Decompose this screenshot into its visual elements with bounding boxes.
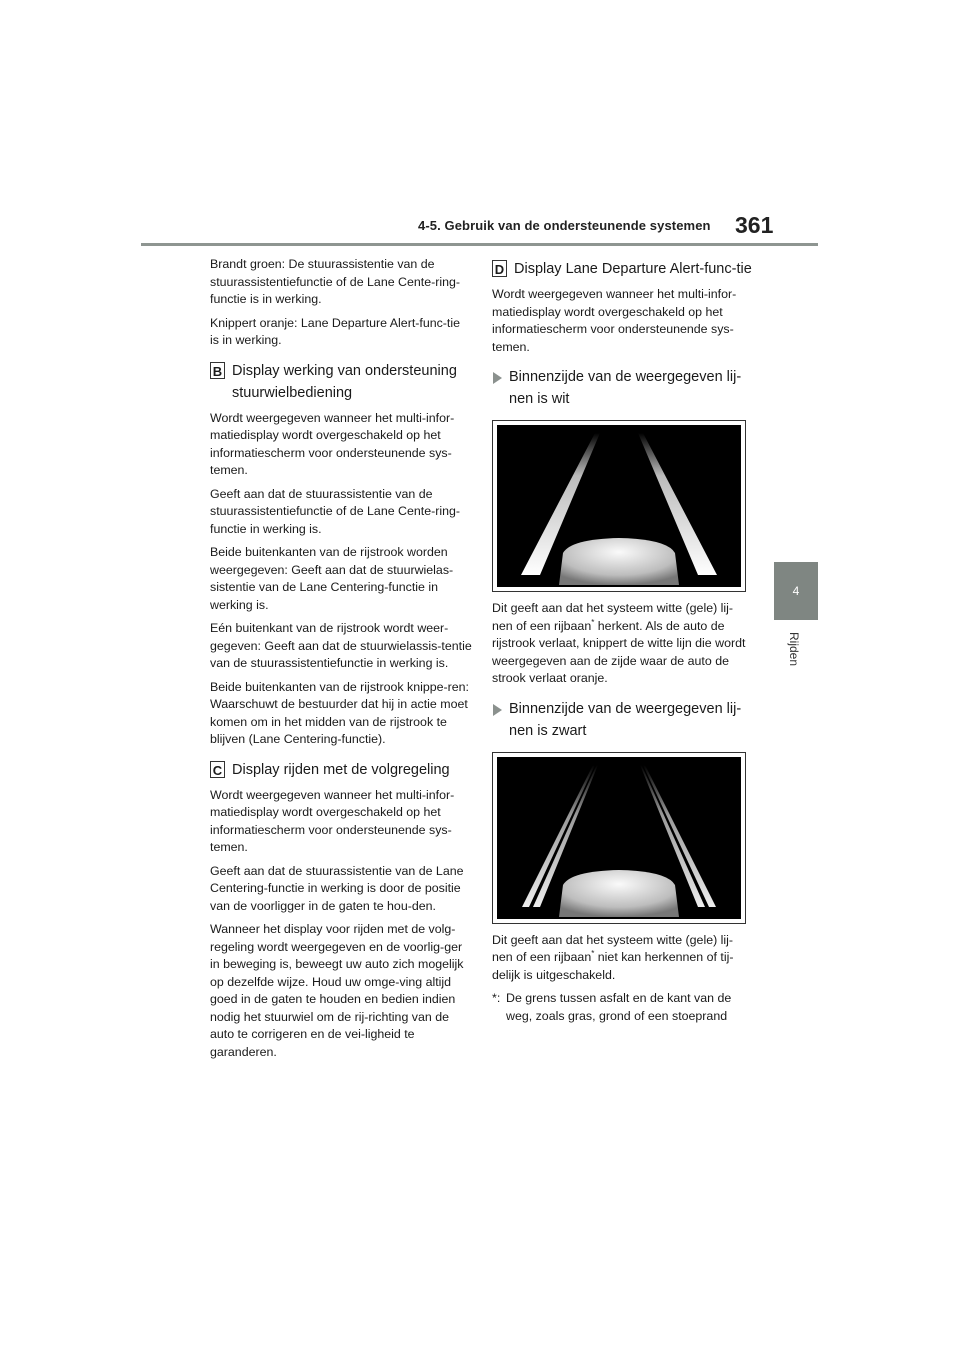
paragraph: Brandt groen: De stuurassistentie van de stuurassistentiefunctie of de Lane Cente-ring-functie is in werking. [210, 257, 461, 306]
section-title: Display rijden met de volgregeling [232, 761, 450, 778]
footnote [492, 990, 752, 1025]
paragraph: Beide buitenkanten van de rijstrook worden weergegeven: Geeft aan dat de stuurwielas-sistentie van de Lane Centering-functie in werking is. [210, 545, 454, 612]
section-letter-box: B [210, 362, 225, 379]
chapter-number: 4 [792, 584, 800, 598]
sub-heading-white-lines [492, 366, 752, 410]
paragraph: Geeft aan dat de stuurassistentie van de Lane Centering-functie in werking is door de positie van de voorligger in de gaten te hou-den. [210, 863, 464, 913]
paragraph: Wordt weergegeven wanneer het multi-infor-matiedisplay wordt overgeschakeld op het informatiescherm voor ondersteunende sys-temen. [210, 787, 455, 854]
paragraph: Eén buitenkant van de rijstrook wordt weer-gegeven: Geeft aan dat de stuurwielassis-tentie van de stuurassistentiefunctie in werking is. [210, 621, 472, 670]
lane-display-white-figure [492, 420, 746, 592]
right-column [492, 256, 752, 1031]
header-divider [141, 243, 818, 246]
footnote-text: De grens tussen asfalt en de kant van de weg, zoals gras, grond of een stoeprand [506, 991, 732, 1023]
footnote-mark: *: [492, 991, 501, 1005]
lane-display-black-figure [492, 752, 746, 924]
paragraph: Wordt weergegeven wanneer het multi-infor-matiedisplay wordt overgeschakeld op het informatiescherm voor ondersteunende sys-temen. [492, 287, 737, 354]
figure-caption: Dit geeft aan dat het systeem witte (gele) lij-nen of een rijbaan* niet kan herkennen of tij-delijk is uitgeschakeld. [492, 932, 734, 982]
section-letter-box: D [492, 260, 507, 277]
section-title: Display Lane Departure Alert-func-tie [514, 261, 752, 277]
sub-heading-title: Binnenzijde van de weergegeven lij-nen is zwart [509, 700, 742, 739]
section-heading-d [492, 258, 752, 280]
paragraph: Wordt weergegeven wanneer het multi-infor-matiedisplay wordt overgeschakeld op het informatiescherm voor ondersteunende sys-temen. [210, 410, 455, 477]
triangle-bullet-icon [493, 704, 502, 716]
paragraph: Beide buitenkanten van de rijstrook knippe-ren: Waarschuwt de bestuurder dat hij in actie moet komen om in het midden van de rijstrook te blijven (Lane Centering-functie). [210, 679, 469, 746]
footnote-marker: * [591, 617, 595, 627]
section-heading-b [210, 360, 472, 404]
section-heading-c [210, 759, 472, 781]
chapter-tab [774, 562, 818, 620]
paragraph: Wanneer het display voor rijden met de volg-regeling wordt weergegeven en de voorlig-ger in beweging is, beweegt uw auto zich mogelijk op dezelfde wijze. Houd uw omge-ving altijd goed in de gaten te houden en bedien indien nodig het stuurwiel om de rij-richting van de auto te corrigeren en de vei-ligheid te garanderen. [210, 922, 464, 1059]
section-header-title: 4-5. Gebruik van de ondersteunende systemen [418, 218, 711, 233]
left-column [210, 256, 472, 1067]
paragraph: Knippert oranje: Lane Departure Alert-func-tie is in werking. [210, 315, 461, 347]
section-title: Display werking van ondersteuning stuurwielbediening [232, 362, 457, 401]
figure-caption: Dit geeft aan dat het systeem witte (gele) lij-nen of een rijbaan* herkent. Als de auto de rijstrook verlaat, knippert de witte lijn die wordt weergegeven aan de zijde waar de auto de strook verlaat oranje. [492, 601, 746, 685]
paragraph: Geeft aan dat de stuurassistentie van de stuurassistentiefunctie of de Lane Cente-ring-functie in werking is. [210, 486, 461, 536]
footnote-marker: * [591, 948, 595, 958]
section-letter-box: C [210, 761, 225, 778]
page-number: 361 [735, 212, 774, 238]
lane-display-white-illustration [497, 425, 741, 587]
lane-display-black-illustration [497, 757, 741, 919]
sub-heading-title: Binnenzijde van de weergegeven lij-nen is wit [509, 369, 742, 407]
triangle-bullet-icon [493, 372, 502, 384]
chapter-label: Rijden [787, 632, 801, 667]
sub-heading-black-lines [492, 698, 752, 742]
